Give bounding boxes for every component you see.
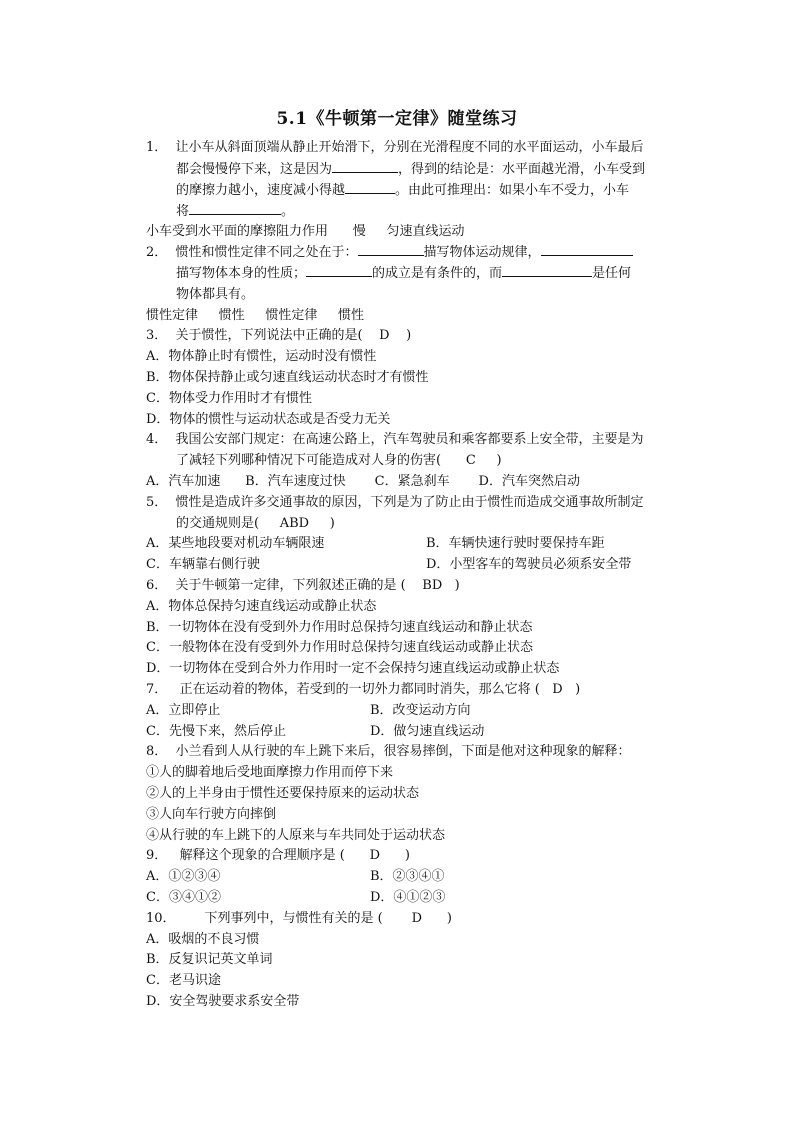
q2-line1 [146,243,633,264]
q8-statement-2: ②人的上半身由于惯性还要保持原来的运动状态 [146,786,420,801]
q6-option-d: D．一切物体在受到合外力作用时一定不会保持匀速直线运动或静止状态 [146,661,560,676]
q1-line3 [176,181,629,202]
q3-stem: 3． 关于惯性，下列说法中正确的是( D ) [146,328,412,343]
q8-statement-1: ①人的脚着地后受地面摩擦力作用而停下来 [146,765,394,780]
q8-statement-4: ④从行驶的车上跳下的人原来与车共同处于运动状态 [146,828,446,843]
q4-stem-line2: 了减轻下列哪种情况下可能造成对人身的伤害( C ) [176,453,502,468]
q5-option-c: C．车辆靠右侧行驶 [146,557,260,572]
q1-answer: 小车受到水平面的摩擦阻力作用 慢 匀速直线运动 [146,224,465,239]
q2-text: 2． 惯性和惯性定律不同之处在于： [146,245,358,260]
q9-option-d: D．④①②③ [370,890,446,905]
q8-statement-3: ③人向车行驶方向摔倒 [146,807,277,822]
q9-option-c: C．③④①② [146,890,221,905]
q8-stem: 8． 小兰看到人从行驶的车上跳下来后，很容易摔倒，下面是他对这种现象的解释： [146,744,631,759]
q1-text: 的摩擦力越小，速度减小得越 [176,183,346,198]
q5-option-a: A．某些地段要对机动车辆限速 [146,536,325,551]
q1-text: 。 [281,204,295,219]
q9-option-b: B．②③④① [370,869,445,884]
q9-stem: 9． 解释这个现象的合理顺序是 ( D ) [146,848,410,863]
q2-line2 [176,264,631,285]
q10-option-d: D．安全驾驶要求系安全带 [146,994,300,1009]
q1-text: 将 [176,204,190,219]
q1-blank-1 [332,160,398,173]
q10-option-c: C．老马识途 [146,973,221,988]
q6-option-b: B．一切物体在没有受到外力作用时总保持匀速直线运动和静止状态 [146,620,533,635]
q2-answer: 惯性定律 惯性 惯性定律 惯性 [146,308,364,323]
q9-option-a: A．①②③④ [146,869,221,884]
page-title: 5.1《牛顿第一定律》随堂练习 [276,109,518,129]
q10-stem: 10． 下列事列中，与惯性有关的是 ( D ) [146,911,452,926]
q2-text: 的成立是有条件的，而 [372,266,503,281]
q7-stem: 7． 正在运动着的物体，若受到的一切外力都同时消失，那么它将 ( D ) [146,682,581,697]
q1-blank-3 [189,202,281,215]
q5-option-b: B．车辆快速行驶时要保持车距 [426,536,605,551]
q2-text: 描写物体本身的性质； [176,266,307,281]
q7-option-d: D．做匀速直线运动 [370,724,485,739]
q1-text: 。由此可推理出：如果小车不受力，小车 [395,183,630,198]
q1-text: 都会慢慢停下来，这是因为 [176,162,333,177]
q4-stem-line1: 4． 我国公安部门规定：在高速公路上，汽车驾驶员和乘客都要系上安全带，主要是为 [146,432,644,447]
q1-line4 [176,202,294,223]
q1-blank-2 [345,181,395,194]
q6-stem: 6． 关于牛顿第一定律，下列叙述正确的是 ( BD ) [146,578,460,593]
q3-option-d: D．物体的惯性与运动状态或是否受力无关 [146,412,391,427]
q1-text: ，得到的结论是：水平面越光滑，小车受到 [398,162,646,177]
q1-line1: 1． 让小车从斜面顶端从静止开始滑下，分别在光滑程度不同的水平面运动，小车最后 [146,140,644,155]
q5-stem-line2: 的交通规则是( ABD ) [176,516,335,531]
q7-option-c: C．先慢下来，然后停止 [146,724,286,739]
q7-option-b: B．改变运动方向 [370,703,471,718]
q6-option-c: C．一般物体在没有受到外力作用时总保持匀速直线运动或静止状态 [146,640,533,655]
q10-option-b: B．反复识记英文单词 [146,952,273,967]
q2-blank-2 [541,243,633,256]
q2-blank-4 [502,264,592,277]
q3-option-a: A．物体静止时有惯性，运动时没有惯性 [146,349,377,364]
q5-option-d: D．小型客车的驾驶员必须系安全带 [426,557,632,572]
q3-option-c: C．物体受力作用时才有惯性 [146,391,312,406]
q1-line2 [176,160,645,181]
q2-line3: 物体都具有。 [176,287,255,302]
q2-blank-1 [358,243,424,256]
q2-blank-3 [306,264,372,277]
q7-option-a: A．立即停止 [146,703,221,718]
q5-stem-line1: 5． 惯性是造成许多交通事故的原因，下列是为了防止由于惯性而造成交通事故所制定 [146,495,644,510]
q2-text: 是任何 [592,266,632,281]
q2-text: 描写物体运动规律， [423,245,541,260]
q6-option-a: A．物体总保持匀速直线运动或静止状态 [146,599,377,614]
q10-option-a: A．吸烟的不良习惯 [146,932,260,947]
q4-options: A．汽车加速 B．汽车速度过快 C．紧急刹车 D．汽车突然启动 [146,474,580,489]
q3-option-b: B．物体保持静止或匀速直线运动状态时才有惯性 [146,370,429,385]
